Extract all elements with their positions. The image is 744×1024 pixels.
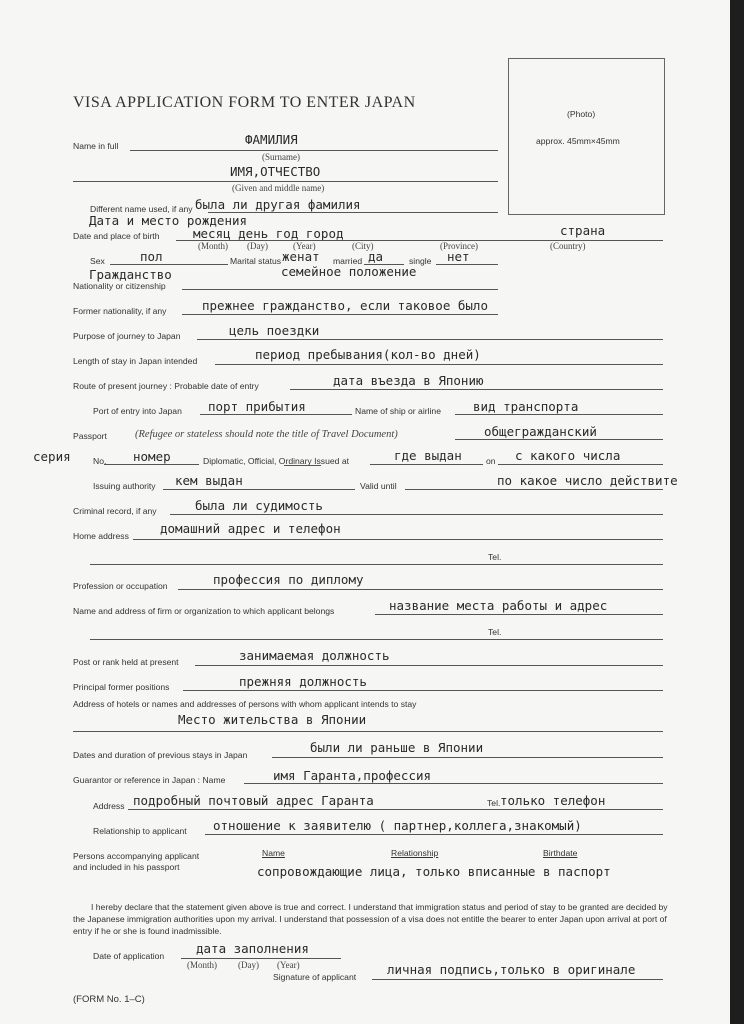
criminal-value: была ли судимость [195,498,323,513]
issued-by-value: кем выдан [175,473,243,488]
residence-value: Место жительства в Японии [178,712,367,727]
diplomatic-label: Diplomatic, Official, Ordinary Issued at [203,456,349,466]
birth-country-caption: (Country) [550,241,586,251]
previous-stays-value: были ли раньше в Японии [310,740,484,755]
home-address-value: домашний адрес и телефон [160,521,341,536]
nationality-line [182,289,498,290]
birth-city: (City) [352,241,374,251]
purpose-line [197,339,663,340]
hotels-line [73,731,663,732]
form-number: (FORM No. 1–C) [73,994,145,1005]
application-date-value: дата заполнения [196,941,309,956]
route-label: Route of present journey : Probable date of entry [73,381,259,391]
relationship-label: Relationship to applicant [93,826,187,836]
length-line [215,364,663,365]
accompanying-value: сопровождающие лица, только вписанные в паспорт [257,864,611,879]
single-line [436,264,498,265]
guarantor-address-line [128,809,663,810]
guarantor-label: Guarantor or reference in Japan : Name [73,775,226,785]
birth-heading: Дата и место рождения [89,213,248,228]
accompanying-label-2: and included in his passport [73,862,180,872]
surname-value: ФАМИЛИЯ [245,132,298,147]
port-line [200,414,352,415]
criminal-label: Criminal record, if any [73,506,157,516]
signature-line [372,979,663,980]
home-address-line-2 [90,564,663,565]
given-value: ИМЯ,ОТЧЕСТВО [230,164,321,179]
on-label: on [486,456,496,466]
issuing-line [163,489,355,490]
different-name-value: была ли другая фамилия [195,197,361,212]
entry-date-value: дата въезда в Японию [333,373,484,388]
criminal-line [170,514,663,515]
issued-from-value: с какого числа [515,448,621,463]
ship-line [455,414,663,415]
post-line [195,665,663,666]
guarantor-tel-label: Tel. [487,798,501,808]
passport-type-line [455,439,663,440]
birth-day: (Day) [247,241,268,251]
yes-value: да [368,249,384,264]
purpose-value: цель поездки [229,323,320,338]
address-label: Address [93,801,125,811]
former-nationality-value: прежнее гражданство, если таковое было [202,298,488,313]
firm-label: Name and address of firm or organization to which applicant belongs [73,606,335,616]
date-application-label: Date of application [93,951,165,961]
nationality-label: Nationality or citizenship [73,281,166,291]
series-value: серия [33,449,71,464]
route-line [290,389,663,390]
birth-label: Date and place of birth [73,231,160,241]
single-label: single [409,256,432,266]
signature-label: Signature of applicant [273,972,357,982]
port-value: порт прибытия [208,399,306,414]
birth-province: (Province) [440,241,478,251]
col-birthdate: Birthdate [543,848,578,858]
birth-country: страна [560,223,606,238]
birth-year: (Year) [293,241,316,251]
married-label: married [333,256,363,266]
different-name-label: Different name used, if any [90,204,193,214]
passport-label: Passport [73,431,107,441]
col-relationship: Relationship [391,848,439,858]
date-line [181,958,341,959]
valid-line [405,489,663,490]
issued-at-line [370,464,483,465]
surname-line [130,150,498,151]
firm-value: название места работы и адрес [389,598,608,613]
name-label: Name in full [73,141,119,151]
different-name-line [208,212,498,213]
length-value: период пребывания(кол-во дней) [255,347,481,362]
profession-line [178,589,663,590]
date-month: (Month) [187,960,217,970]
scan-edge [730,0,744,1024]
firm-tel-label: Tel. [488,627,502,637]
marital-note: семейное положение [281,264,417,279]
issuing-authority-label: Issuing authority [93,481,156,491]
birth-month: (Month) [198,241,228,251]
relationship-line [205,834,663,835]
profession-value: профессия по диплому [213,572,364,587]
guarantor-address-value: подробный почтовый адрес Гаранта [133,793,374,808]
valid-until-label: Valid until [360,481,397,491]
col-name: Name [262,848,285,858]
guarantor-line [244,783,663,784]
photo-size: approx. 45mm×45mm [536,136,620,146]
purpose-label: Purpose of journey to Japan [73,331,181,341]
sex-value: пол [140,249,163,264]
previous-stays-line [272,757,663,758]
accompanying-label-1: Persons accompanying applicant [73,851,200,861]
sex-label: Sex [90,256,105,266]
signature-value: личная подпись,только в оригинале [387,962,636,977]
guarantor-tel-value: только телефон [500,793,606,808]
given-line [73,181,498,182]
on-line [498,464,663,465]
former-nationality-label: Former nationality, if any [73,306,167,316]
issued-where-value: где выдан [394,448,462,463]
marital-label: Marital status [230,256,282,266]
length-label: Length of stay in Japan intended [73,356,198,366]
given-caption: (Given and middle name) [232,183,325,193]
married-value: женат [282,249,320,264]
relationship-value: отношение к заявителю ( партнер,коллега,знакомый) [213,818,582,833]
former-positions-label: Principal former positions [73,682,170,692]
photo-label: (Photo) [567,109,596,119]
citizenship-value: Гражданство [89,267,172,282]
transport-value: вид транспорта [473,399,579,414]
refugee-note: (Refugee or stateless should note the title of Travel Document) [135,429,398,440]
firm-line [375,614,663,615]
post-value: занимаемая должность [239,648,390,663]
date-year: (Year) [277,960,300,970]
profession-label: Profession or occupation [73,581,168,591]
ordinary-underline [284,465,321,466]
home-address-line [133,539,663,540]
former-nationality-line [182,314,498,315]
guarantor-name-value: имя Гаранта,профессия [273,768,432,783]
birth-fields: месяц день год город [193,226,344,241]
surname-caption: (Surname) [262,152,300,162]
ship-label: Name of ship or airline [355,406,441,416]
home-tel-label: Tel. [488,552,502,562]
no-value: нет [447,249,470,264]
previous-stays-label: Dates and duration of previous stays in Japan [73,750,248,760]
firm-line-2 [90,639,663,640]
valid-until-value: по какое число действите [497,473,678,488]
home-address-label: Home address [73,531,129,541]
passport-type-value: общегражданский [484,424,597,439]
date-day: (Day) [238,960,259,970]
former-positions-value: прежняя должность [239,674,367,689]
form-title: VISA APPLICATION FORM TO ENTER JAPAN [73,94,416,111]
port-label: Port of entry into Japan [93,406,182,416]
post-label: Post or rank held at present [73,657,179,667]
declaration: I hereby declare that the statement given above is true and correct. I understand that immigration status and period of stay to be granted are decided by the Japanese immigration authorities upon my arrival. I understand that possession of a visa does not entitle the bearer to enter Japan upon arrival at port of entry if he or she is found inadmissible. [73,902,668,936]
number-line [104,464,199,465]
no-label: No. [93,456,107,466]
sex-line [110,264,228,265]
hotels-label: Address of hotels or names and addresses of persons with whom applicant intends to stay [73,699,417,709]
number-value: номер [133,449,171,464]
former-positions-line [183,690,663,691]
